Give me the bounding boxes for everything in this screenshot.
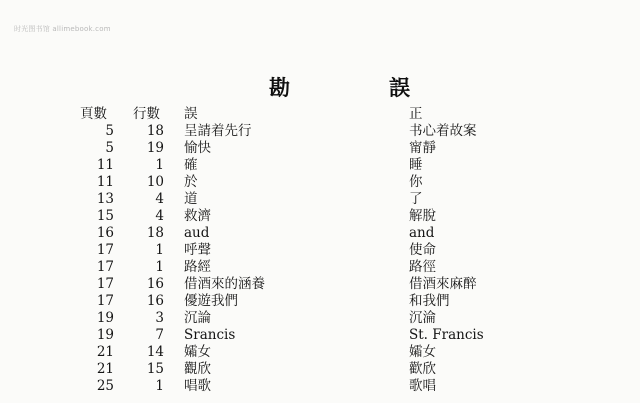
row-line: 19: [146, 140, 164, 156]
row-page: 17: [96, 293, 114, 309]
table-row: [0, 293, 640, 310]
table-row: [0, 259, 640, 276]
header-correction: 正: [409, 106, 423, 122]
table-row: [0, 157, 640, 174]
watermark: 时光图书馆 allimebook.com: [14, 25, 111, 33]
row-correction: St. Francis: [409, 327, 484, 343]
row-page: 16: [96, 225, 114, 241]
row-correction: 路徑: [409, 259, 436, 275]
row-correction: 歌唱: [409, 378, 436, 394]
row-error: 孀女: [184, 344, 211, 360]
row-error: 優遊我們: [184, 293, 238, 309]
page-title-right: 誤: [389, 75, 410, 100]
row-page: 21: [96, 344, 114, 360]
row-line: 16: [146, 293, 164, 309]
row-page: 5: [105, 123, 114, 139]
row-error: 呼聲: [184, 242, 211, 258]
row-error: 觀欣: [184, 361, 211, 377]
row-page: 19: [96, 310, 114, 326]
row-page: 17: [96, 276, 114, 292]
row-line: 1: [155, 259, 164, 275]
table-row: [0, 208, 640, 225]
row-line: 3: [155, 310, 164, 326]
row-error: 路經: [184, 259, 211, 275]
row-line: 14: [146, 344, 164, 360]
row-page: 5: [105, 140, 114, 156]
row-correction: 你: [409, 174, 423, 190]
row-correction: 书心着故案: [409, 123, 477, 139]
row-line: 4: [155, 191, 164, 207]
page-title-left: 勘: [269, 75, 290, 100]
row-error: Srancis: [184, 327, 236, 343]
row-correction: 歡欣: [409, 361, 436, 377]
row-correction: 借酒來麻醉: [409, 276, 477, 292]
row-page: 21: [96, 361, 114, 377]
row-page: 11: [96, 157, 114, 173]
row-line: 1: [155, 242, 164, 258]
header-error: 誤: [184, 106, 198, 122]
row-error: 於: [184, 174, 198, 190]
row-correction: and: [409, 225, 435, 241]
table-row: [0, 327, 640, 344]
header-page: 頁數: [80, 106, 107, 122]
row-correction: 了: [409, 191, 423, 207]
row-correction: 孀女: [409, 344, 436, 360]
row-page: 11: [96, 174, 114, 190]
table-row: [0, 344, 640, 361]
row-page: 19: [96, 327, 114, 343]
row-error: 愉快: [184, 140, 211, 156]
header-line: 行數: [133, 106, 160, 122]
table-row: [0, 174, 640, 191]
row-line: 1: [155, 378, 164, 394]
row-line: 15: [146, 361, 164, 377]
table-row: [0, 361, 640, 378]
row-line: 18: [146, 225, 164, 241]
row-page: 13: [96, 191, 114, 207]
table-row: [0, 276, 640, 293]
row-error: 確: [184, 157, 198, 173]
row-page: 25: [96, 378, 114, 394]
row-line: 7: [155, 327, 164, 343]
row-line: 16: [146, 276, 164, 292]
row-line: 4: [155, 208, 164, 224]
table-row: [0, 123, 640, 140]
table-row: [0, 378, 640, 395]
table-row: [0, 140, 640, 157]
row-correction: 使命: [409, 242, 436, 258]
row-error: 呈請着先行: [184, 123, 252, 139]
table-row: [0, 242, 640, 259]
row-page: 17: [96, 242, 114, 258]
row-error: 唱歌: [184, 378, 211, 394]
row-correction: 和我們: [409, 293, 450, 309]
table-row: [0, 225, 640, 242]
table-row: [0, 191, 640, 208]
row-error: 救濟: [184, 208, 211, 224]
table-header: [0, 106, 640, 123]
row-correction: 沉淪: [409, 310, 436, 326]
row-error: 借酒來的涵養: [184, 276, 265, 292]
table-row: [0, 310, 640, 327]
row-line: 1: [155, 157, 164, 173]
row-correction: 甯靜: [409, 140, 436, 156]
row-line: 10: [146, 174, 164, 190]
row-page: 17: [96, 259, 114, 275]
row-correction: 睡: [409, 157, 423, 173]
row-line: 18: [146, 123, 164, 139]
row-page: 15: [96, 208, 114, 224]
row-error: 道: [184, 191, 198, 207]
row-correction: 解脫: [409, 208, 436, 224]
row-error: aud: [184, 225, 210, 241]
row-error: 沉論: [184, 310, 211, 326]
